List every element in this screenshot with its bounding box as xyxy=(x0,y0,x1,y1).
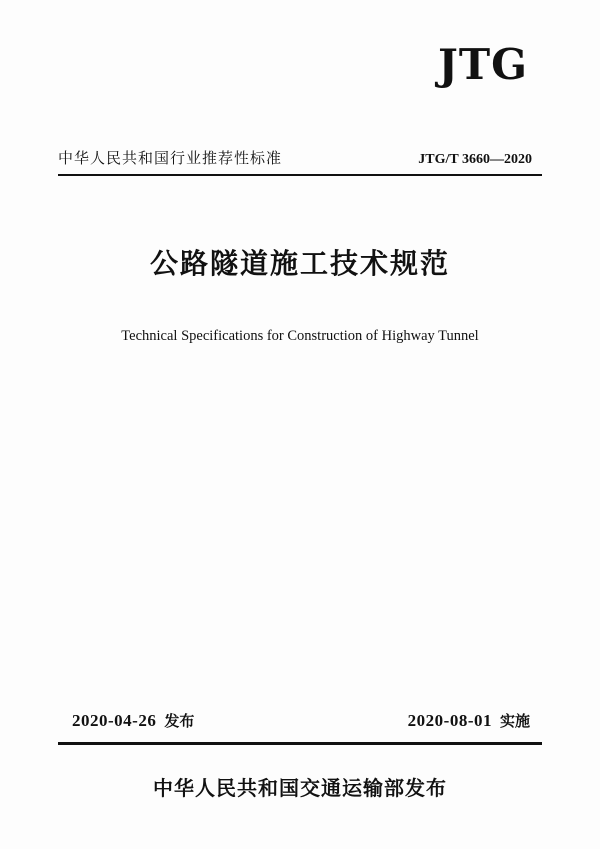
jtg-logo: JTG xyxy=(438,40,528,89)
effective-date-block xyxy=(408,710,530,731)
title-english: Technical Specifications for Construction of Highway Tunnel xyxy=(121,328,479,344)
standard-code: JTG/T 3660—2020 xyxy=(418,152,532,167)
publisher: 中华人民共和国交通运输部发布 xyxy=(153,776,447,800)
issue-date-block xyxy=(72,710,194,731)
header-divider xyxy=(58,174,542,176)
standard-category: 中华人民共和国行业推荐性标准 xyxy=(58,149,283,167)
date-row xyxy=(72,710,530,731)
effective-label: 实施 xyxy=(499,712,530,730)
issue-date: 2020-04-26 xyxy=(72,711,157,730)
footer-divider xyxy=(58,742,542,745)
effective-date: 2020-08-01 xyxy=(407,711,492,730)
issue-label: 发布 xyxy=(164,712,195,730)
standard-header-row xyxy=(58,146,542,168)
title-chinese: 公路隧道施工技术规范 xyxy=(149,247,450,280)
